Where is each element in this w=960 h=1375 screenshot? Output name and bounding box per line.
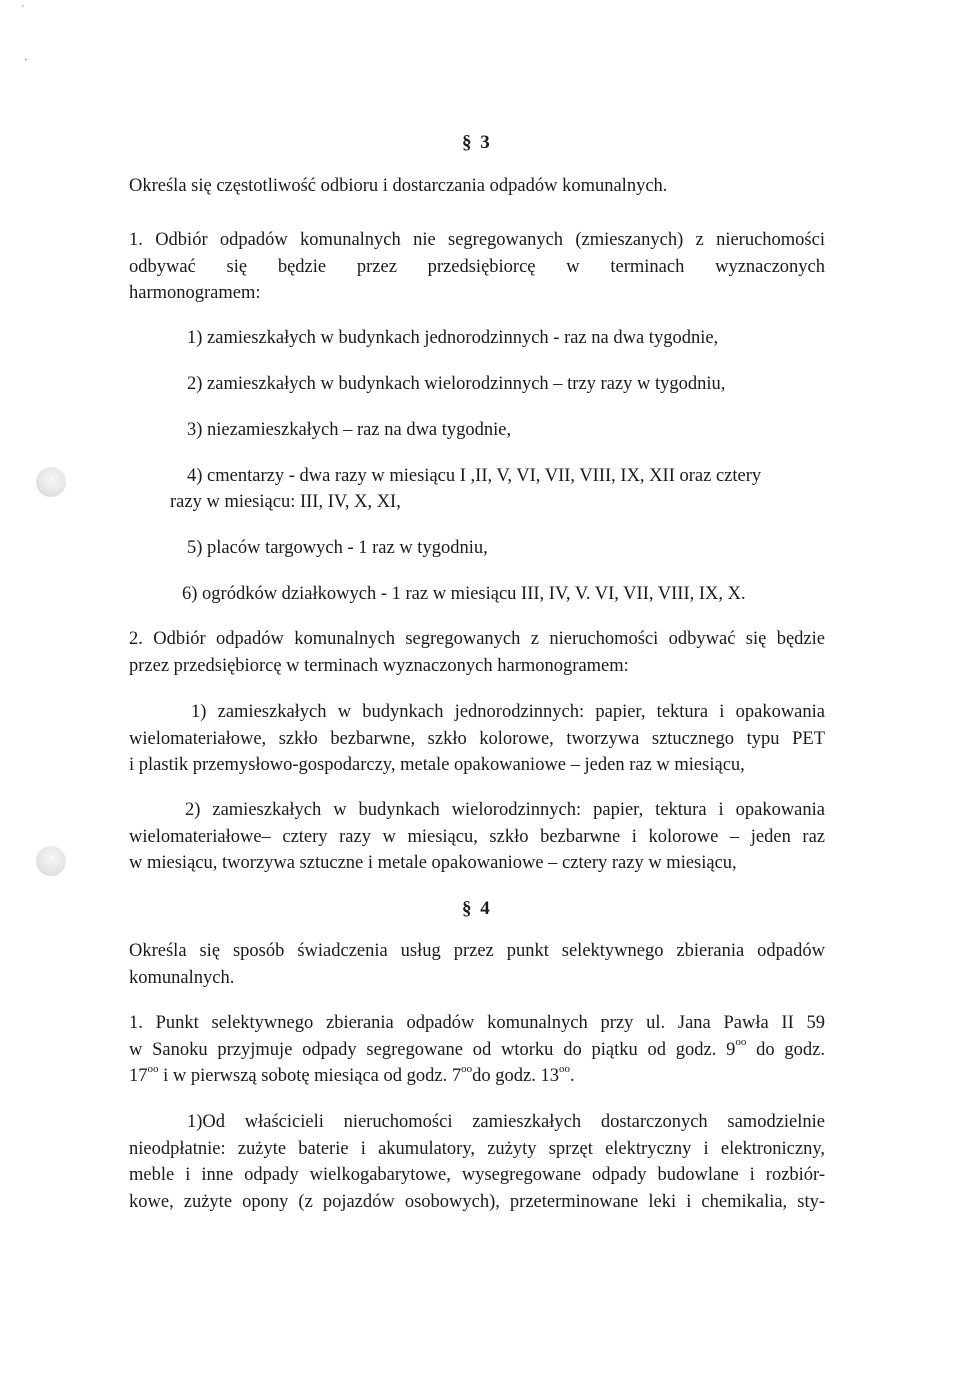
section-heading-3: § 3 [462, 132, 492, 153]
text-line: 1) zamieszkałych w budynkach jednorodzinnych: papier, tektura i opakowania [191, 702, 825, 722]
superscript: oo [147, 1062, 159, 1075]
scan-speck: ˚ [24, 58, 28, 69]
list-item: 5) placów targowych - 1 raz w tygodniu, [187, 538, 488, 558]
section3-intro: Określa się częstotliwość odbioru i dostarczania odpadów komunalnych. [129, 176, 668, 196]
section4-paragraph-2 [129, 1109, 825, 1215]
text-line [129, 1037, 825, 1064]
superscript: oo [558, 1062, 570, 1075]
list-item: 2) zamieszkałych w budynkach wielorodzinnych – trzy razy w tygodniu, [187, 374, 726, 394]
punch-hole [36, 467, 66, 497]
text-line: harmonogramem: [129, 283, 261, 303]
text-line: i plastik przemysłowo-gospodarczy, metale opakowaniowe – jeden raz w miesiącu, [129, 755, 745, 775]
text-line: 1. Odbiór odpadów komunalnych nie segregowanych (zmieszanych) z nieruchomości [129, 230, 825, 250]
text-line: kowe, zużyte opony (z pojazdów osobowych), przeterminowane leki i chemikalia, sty- [129, 1191, 825, 1212]
superscript: oo [461, 1062, 473, 1075]
text-line: 2. Odbiór odpadów komunalnych segregowanych z nieruchomości odbywać się będzie [129, 629, 825, 649]
text-line: 1)Od właścicieli nieruchomości zamieszkałych dostarczonych samodzielnie [187, 1112, 825, 1132]
text-fragment: do godz. [746, 1039, 825, 1060]
section4-paragraph-1 [129, 1010, 825, 1090]
text-line: wielomateriałowe– cztery razy w miesiącu, szkło bezbarwne i kolorowe – jeden raz [129, 826, 825, 847]
text-fragment: . [569, 1066, 575, 1086]
list-item: 6) ogródków działkowych - 1 raz w miesiącu III, IV, V. VI, VII, VIII, IX, X. [182, 584, 746, 604]
text-line: w miesiącu, tworzywa sztuczne i metale opakowaniowe – cztery razy w miesiącu, [129, 853, 737, 873]
text-line: 1. Punkt selektywnego zbierania odpadów komunalnych przy ul. Jana Pawła II 59 [129, 1013, 825, 1033]
text-fragment: 17 [129, 1066, 148, 1086]
text-fragment: i w pierwszą sobotę miesiąca od godz. 7 [158, 1066, 462, 1086]
text-fragment: w Sanoku przyjmuje odpady segregowane od wtorku do piątku od godz. 9 [129, 1039, 736, 1060]
list-item: 4) cmentarzy - dwa razy w miesiącu I ,II, V, VI, VII, VIII, IX, XII oraz cztery [187, 466, 762, 486]
text-line: 2) zamieszkałych w budynkach wielorodzinnych: papier, tektura i opakowania [185, 800, 825, 820]
text-line: nieodpłatnie: zużyte baterie i akumulatory, zużyty sprzęt elektryczny i elektroniczny, [129, 1138, 825, 1159]
text-line: wielomateriałowe, szkło bezbarwne, szkło kolorowe, tworzywa sztucznego typu PET [129, 728, 825, 749]
text-line: Określa się sposób świadczenia usług przez punkt selektywnego zbierania odpadów [129, 941, 825, 961]
text-line [129, 1063, 825, 1090]
punch-hole [36, 846, 66, 876]
section3-paragraph-2-item-1 [129, 699, 825, 779]
section3-paragraph-2-item-2 [129, 797, 825, 877]
text-fragment: do godz. 13 [472, 1066, 559, 1086]
list-item: 3) niezamieszkałych – raz na dwa tygodnie, [187, 420, 512, 440]
text-line: przez przedsiębiorcę w terminach wyznaczonych harmonogramem: [129, 655, 629, 676]
text-line: meble i inne odpady wielkogabarytowe, wysegregowane odpady budowlane i rozbiór- [129, 1165, 825, 1185]
section4-intro [129, 938, 825, 991]
list-item-continuation: razy w miesiącu: III, IV, X, XI, [170, 492, 401, 512]
superscript: oo [735, 1036, 747, 1049]
list-item: 1) zamieszkałych w budynkach jednorodzinnych - raz na dwa tygodnie, [187, 328, 719, 348]
section3-paragraph-2 [129, 626, 825, 679]
text-line: odbywać się będzie przez przedsiębiorcę w terminach wyznaczonych [129, 256, 825, 277]
section3-paragraph-1 [129, 227, 825, 307]
scan-speck: ' [22, 4, 24, 15]
section-heading-4: § 4 [462, 898, 492, 919]
text-line: komunalnych. [129, 967, 235, 988]
